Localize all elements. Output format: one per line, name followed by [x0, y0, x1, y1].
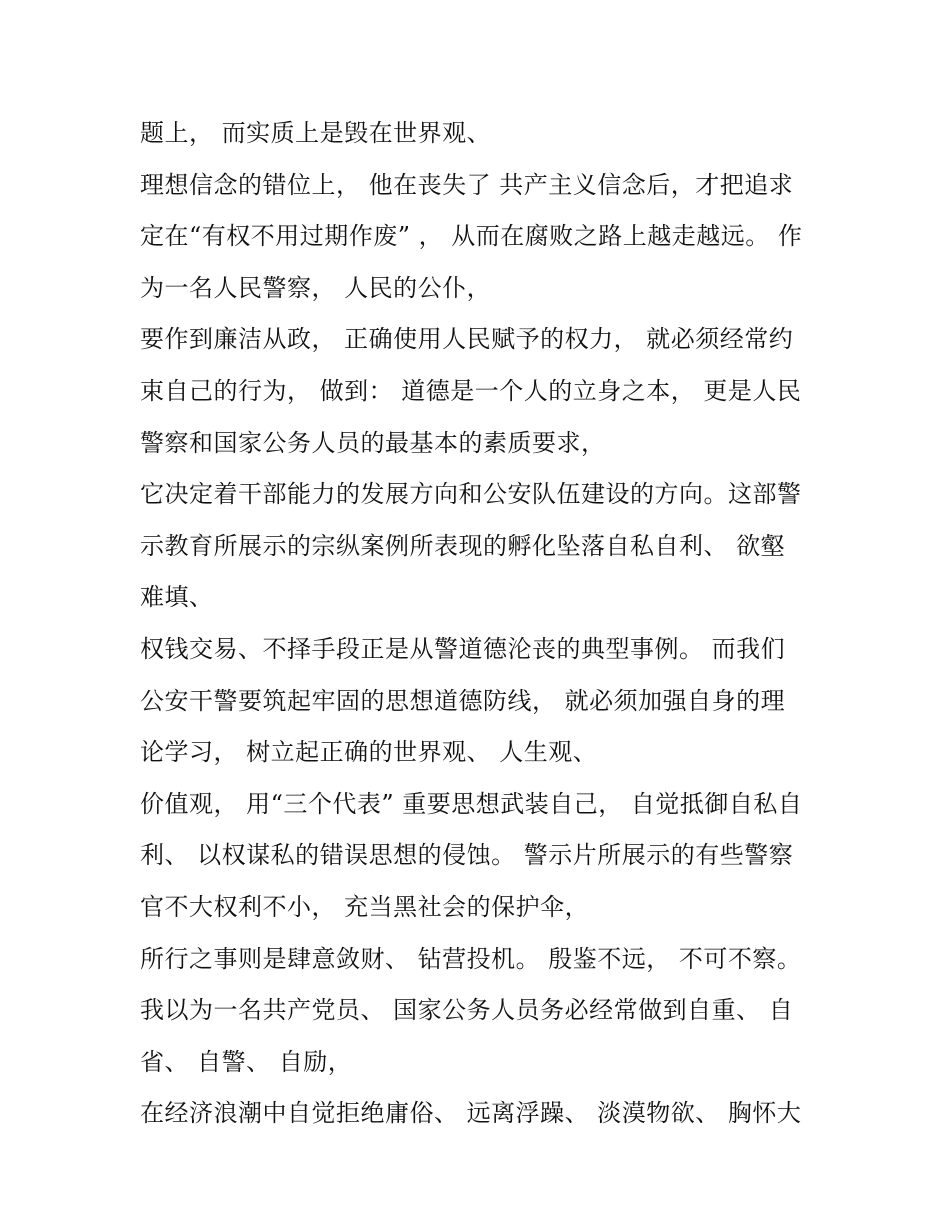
- text-line: 难填、: [140, 583, 214, 612]
- text-line: 论学习， 树立起正确的世界观、 人生观、: [140, 738, 598, 767]
- text-line: 省、 自警、 自励，: [140, 1047, 353, 1076]
- text-line: 要作到廉洁从政， 正确使用人民赋予的权力， 就必须经常约: [140, 325, 794, 354]
- text-line: 价值观， 用“三个代表” 重要思想武装自己， 自觉抵御自私自: [140, 789, 803, 818]
- text-line: 官不大权利不小， 充当黑社会的保护伞，: [140, 892, 590, 921]
- text-line: 权钱交易、不择手段正是从警道德沦丧的典型事例。 而我们: [140, 634, 786, 663]
- text-line: 示教育所展示的宗纵案例所表现的孵化坠落自私自利、 欲壑: [140, 531, 786, 560]
- text-line: 公安干警要筑起牢固的思想道德防线， 就必须加强自身的理: [140, 686, 786, 715]
- text-line: 理想信念的错位上， 他在丧失了 共产主义信念后，才把追求: [140, 170, 794, 199]
- text-line: 束自己的行为， 做到： 道德是一个人的立身之本， 更是人民: [140, 376, 802, 405]
- text-line: 它决定着干部能力的发展方向和公安队伍建设的方向。这部警: [140, 480, 802, 509]
- text-line: 所行之事则是肆意敛财、 钻营投机。 殷鉴不远， 不可不察。: [140, 944, 802, 973]
- text-line: 我以为一名共产党员、 国家公务人员务必经常做到自重、 自: [140, 996, 794, 1025]
- text-line: 在经济浪潮中自觉拒绝庸俗、 远离浮躁、 淡漠物欲、 胸怀大: [140, 1099, 802, 1128]
- text-line: 利、 以权谋私的错误思想的侵蚀。 警示片所展示的有些警察: [140, 841, 794, 870]
- text-line: 定在“有权不用过期作废” ， 从而在腐败之路上越走越远。 作: [140, 222, 803, 251]
- text-line: 为一名人民警察， 人民的公仆，: [140, 273, 492, 302]
- text-line: 警察和国家公务人员的最基本的素质要求，: [140, 428, 606, 457]
- text-line: 题上， 而实质上是毁在世界观、: [140, 119, 492, 147]
- body-text: [140, 108, 830, 1140]
